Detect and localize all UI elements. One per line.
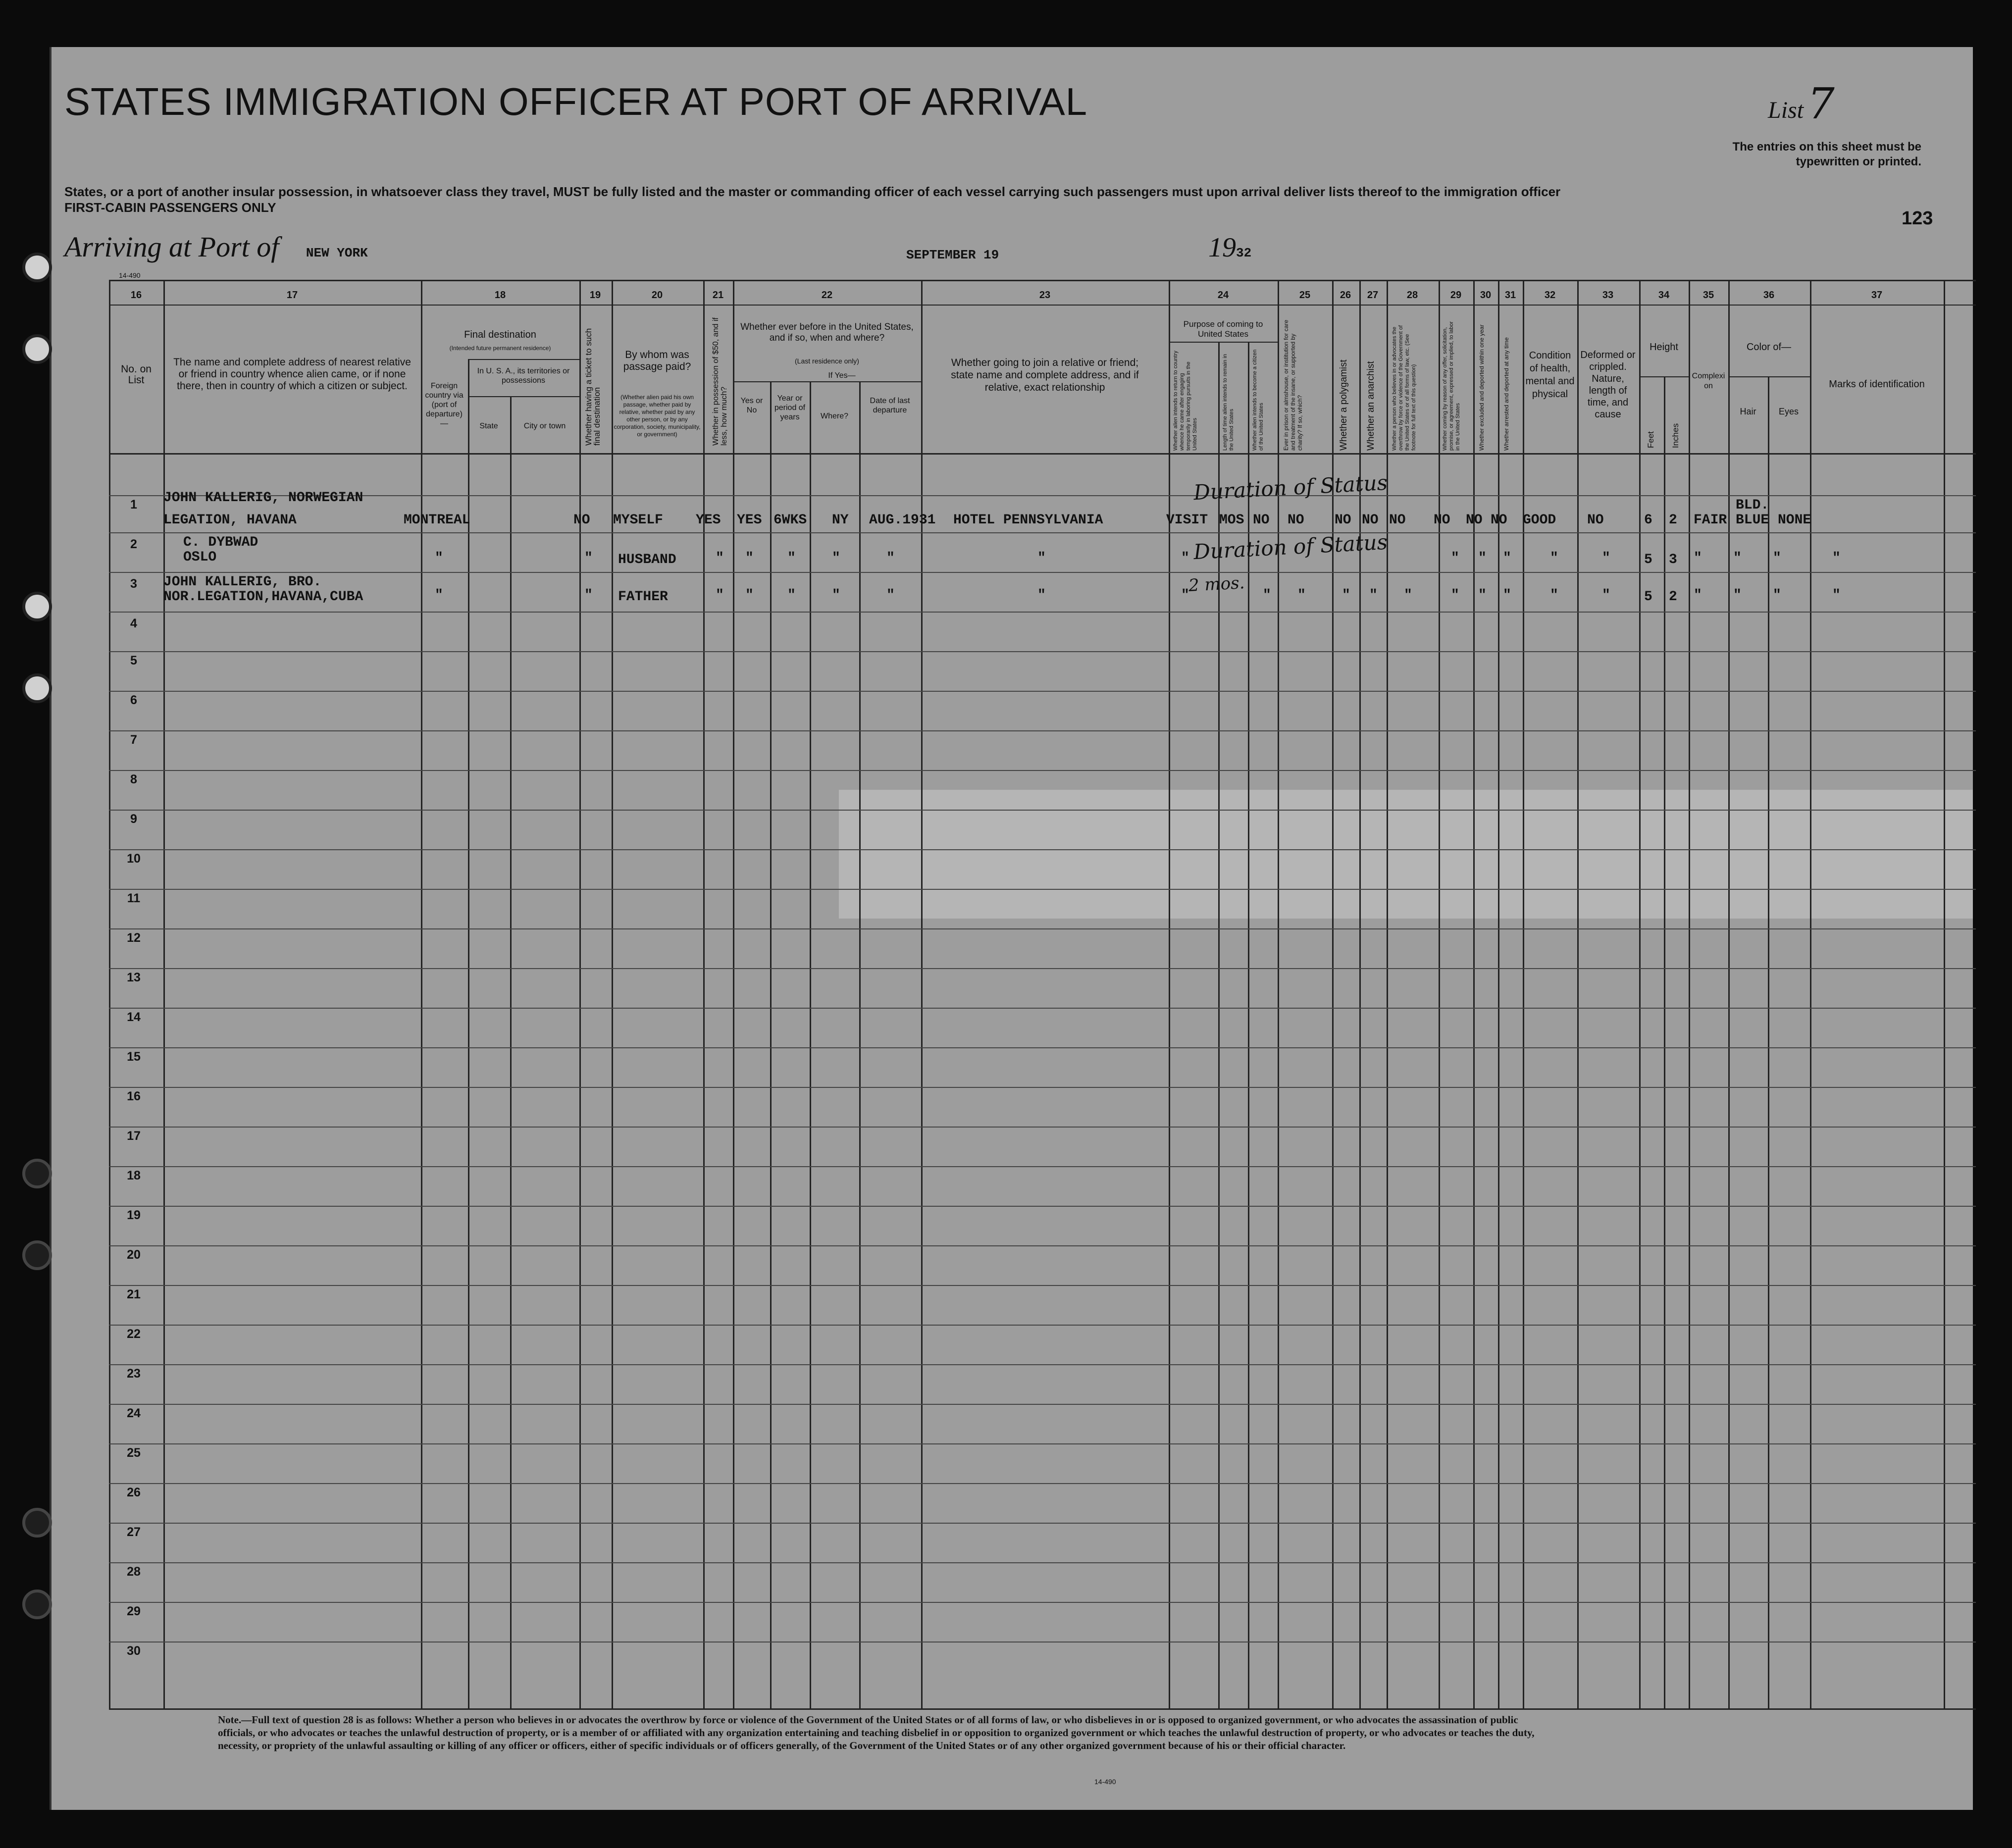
row-number: 1 — [130, 498, 137, 512]
header-no-on-list: No. on List — [121, 363, 152, 386]
row-line — [109, 1166, 1976, 1167]
col-divider — [1473, 280, 1475, 1708]
row-number: 7 — [130, 733, 137, 747]
col-divider — [1169, 280, 1170, 1708]
header-final-destination-sub: (Intended future permanent residence) — [449, 345, 551, 352]
punch-hole — [22, 673, 52, 703]
year-field — [1208, 232, 1251, 263]
ditto-mark: " — [1037, 588, 1046, 603]
ditto-mark: " — [584, 551, 593, 566]
row-line — [109, 1087, 1976, 1088]
r1-complexion: FAIR — [1694, 513, 1727, 528]
header-ticket: Whether having a ticket to such final destination — [584, 328, 602, 446]
ditto-mark: " — [832, 551, 840, 566]
footnote-question-28: Note.—Full text of question 28 is as follows: Whether a person who believes in or advocates the overthrow by force or violence of the Government of the United States or of all forms of law, or who disbelieves in or is opposed to organized government, or who advocates the assassination of public officials, or who advocates or teaches the unlawful destruction of property, or is a member of or affiliated with any organization entertaining and teaching disbelief in or opposition to organized government or which teaches the unlawful destruction of property, or who advocates or teaches the duty, necessity, or propriety of the unlawful assaulting or killing of any officer or officers, either of specific individuals or of officers generally, of the Government of the United States or of any other organized government because of his or their official character. — [218, 1714, 1535, 1751]
header-city-town: City or town — [523, 422, 566, 430]
header-purpose-citizen: Whether alien intends to become a citizen of the United States — [1252, 349, 1264, 451]
row-line — [109, 1443, 1976, 1444]
ditto-mark: " — [1503, 551, 1511, 566]
row-line — [109, 1483, 1976, 1484]
header-yes-no: Yes or No — [740, 397, 763, 414]
subheader-line — [468, 396, 579, 397]
ditto-mark: " — [1503, 588, 1511, 603]
header-hair: Hair — [1740, 407, 1756, 416]
r1-q28: NO — [1389, 513, 1406, 528]
ditto-mark: " — [1478, 551, 1487, 566]
table-top-border — [109, 280, 1976, 281]
header-ever-before-sub: (Last residence only) — [795, 357, 859, 365]
ditto-mark: " — [1451, 588, 1459, 603]
header-complexion: Complexion — [1692, 372, 1725, 390]
col-divider — [510, 396, 512, 1708]
header-prison: Ever in prison or almshouse, or institution for care and treatment of the insane, or supported by charity? If so, which? — [1283, 319, 1303, 451]
subheader-line — [1169, 342, 1278, 343]
r1-prison: NO — [1288, 513, 1304, 528]
r1-name-line1: JOHN KALLERIG, NORWEGIAN — [163, 490, 363, 506]
row-number: 10 — [127, 852, 141, 866]
r3-handwritten-length: 2 mos. — [1188, 573, 1245, 596]
page-title: STATES IMMIGRATION OFFICER AT PORT OF ARRIVAL — [64, 80, 1088, 123]
r1-anarchist: NO — [1362, 513, 1379, 528]
col-divider — [1944, 280, 1945, 1708]
row-number: 2 — [130, 537, 137, 551]
date-value: SEPTEMBER 19 — [906, 248, 999, 262]
row-line — [109, 1523, 1976, 1524]
row-line — [109, 1206, 1976, 1207]
form-code: 14-490 — [119, 271, 141, 279]
header-date-departure: Date of last departure — [870, 397, 910, 414]
year-prefix: 19 — [1208, 232, 1236, 263]
ditto-mark: " — [1181, 588, 1189, 603]
header-join-relative: Whether going to join a relative or friend; state name and complete address, and if relative, exact relationship — [951, 357, 1139, 393]
col-divider — [1664, 376, 1665, 1708]
row-number: 6 — [130, 693, 137, 707]
row-line — [109, 532, 1976, 533]
header-foreign-country: Foreign country via (port of departure)— — [425, 382, 464, 428]
row-line — [109, 928, 1976, 929]
ditto-mark: " — [745, 551, 754, 566]
punch-hole — [22, 592, 52, 621]
r2-inches: 3 — [1669, 552, 1677, 567]
punch-hole — [22, 334, 52, 364]
row-number: 15 — [127, 1050, 141, 1064]
ditto-mark: " — [1733, 551, 1742, 566]
row-line — [109, 730, 1976, 731]
header-q31: Whether arrested and deported at any time — [1503, 337, 1510, 451]
r1-polygamist: NO — [1335, 513, 1351, 528]
r1-q31: NO — [1491, 513, 1507, 528]
r1-date: AUG.1931 — [869, 513, 936, 528]
r3-feet: 5 — [1644, 589, 1652, 605]
r1-hair: BLD. — [1736, 498, 1769, 513]
col-divider — [1577, 280, 1579, 1708]
header-polygamist: Whether a polygamist — [1339, 359, 1349, 451]
r2-name-line2: OSLO — [183, 550, 217, 565]
ditto-mark: " — [1694, 551, 1702, 566]
row-line — [109, 1404, 1976, 1405]
column-number: 23 — [1039, 290, 1051, 301]
subheader-line — [733, 381, 921, 382]
row-line — [109, 1245, 1976, 1246]
ditto-mark: " — [1037, 551, 1046, 566]
column-number: 34 — [1658, 290, 1670, 301]
header-anarchist: Whether an anarchist — [1366, 361, 1376, 451]
row-line — [109, 1047, 1976, 1048]
r1-join: HOTEL PENNSYLVANIA — [953, 513, 1103, 528]
header-q28: Whether a person who believes in or advocates the overthrow by force or violence of the Government of the United States or of all forms of law, etc. (See footnote for full text of this question) — [1392, 325, 1417, 451]
arriving-label: Arriving at Port of — [64, 231, 279, 263]
header-feet: Feet — [1646, 431, 1655, 448]
header-where: Where? — [820, 412, 849, 420]
col-divider — [921, 280, 923, 1708]
subheader-line — [468, 359, 579, 360]
ditto-mark: " — [1550, 551, 1558, 566]
ditto-mark: " — [886, 588, 895, 603]
column-number: 30 — [1480, 290, 1492, 301]
column-number: 28 — [1406, 290, 1418, 301]
port-value: NEW YORK — [306, 246, 368, 260]
punch-hole — [22, 1240, 52, 1270]
row-number: 11 — [127, 891, 141, 905]
column-number: 31 — [1504, 290, 1516, 301]
subheader-line — [1639, 376, 1689, 377]
column-number: 33 — [1602, 290, 1614, 301]
ditto-mark: " — [787, 551, 796, 566]
r1-health: GOOD — [1523, 513, 1556, 528]
row-number: 28 — [127, 1565, 141, 1579]
row-number: 24 — [127, 1406, 141, 1420]
col-divider — [468, 359, 469, 1708]
header-passage-paid: By whom was passage paid? — [623, 349, 691, 372]
col-divider — [733, 280, 734, 1708]
faded-area — [839, 790, 1973, 919]
row-number: 23 — [127, 1367, 141, 1381]
col-divider — [770, 381, 772, 1708]
r3-name-line1: JOHN KALLERIG, BRO. — [163, 574, 322, 590]
r1-deformed: NO — [1587, 513, 1604, 528]
r3-name-line2: NOR.LEGATION,HAVANA,CUBA — [163, 589, 363, 605]
header-purpose-length: Length of time alien intends to remain in the United States — [1222, 354, 1235, 451]
header-deformed: Deformed or crippled. Nature, length of time, and cause — [1580, 350, 1636, 420]
row-number: 20 — [127, 1248, 141, 1262]
r1-marks: NONE — [1778, 513, 1811, 528]
header-final-destination: Final destination — [464, 329, 536, 340]
ditto-mark: " — [1602, 551, 1610, 566]
punch-hole — [22, 1508, 52, 1538]
col-divider — [1768, 376, 1769, 1708]
ditto-mark: " — [435, 551, 443, 566]
column-number: 16 — [130, 290, 142, 301]
col-divider — [1728, 280, 1730, 1708]
r1-length: MOS — [1219, 513, 1244, 528]
row-line — [109, 691, 1976, 692]
row-line — [109, 612, 1976, 613]
header-ever-before: Whether ever before in the United States, and if so, when and where? — [740, 322, 914, 343]
header-in-usa: In U. S. A., its territories or possessions — [477, 367, 570, 385]
header-q29: Whether coming by reason of any offer, solicitation, promise, or agreement, expressed or implied, to labor in the United States — [1442, 321, 1461, 451]
row-line — [109, 810, 1976, 811]
column-number: 35 — [1702, 290, 1714, 301]
year-suffix: 32 — [1236, 246, 1252, 260]
header-nearest-relative: The name and complete address of nearest relative or friend in country whence alien came, or if none there, then in country of which a citizen or subject. — [173, 357, 411, 392]
row-number: 26 — [127, 1486, 141, 1499]
row-number: 13 — [127, 971, 141, 984]
row-line — [109, 849, 1976, 850]
r1-q30: NO — [1466, 513, 1483, 528]
row-number: 16 — [127, 1089, 141, 1103]
column-number: 24 — [1217, 290, 1229, 301]
col-divider — [703, 280, 705, 1708]
subheader-line — [1728, 376, 1810, 377]
col-divider — [1689, 280, 1690, 1708]
ditto-mark: " — [1694, 588, 1702, 603]
r1-name-line2: LEGATION, HAVANA — [163, 513, 297, 528]
ditto-mark: " — [1832, 551, 1841, 566]
r3-paid: FATHER — [618, 589, 668, 605]
r1-period: 6WKS — [774, 513, 807, 528]
column-number: 20 — [651, 290, 663, 301]
row-line — [109, 572, 1976, 573]
row-number: 14 — [127, 1010, 141, 1024]
ditto-mark: " — [1369, 588, 1378, 603]
header-color-of: Color of— — [1746, 342, 1792, 353]
ditto-mark: " — [1733, 588, 1742, 603]
header-marks: Marks of identification — [1829, 379, 1925, 390]
ditto-mark: " — [716, 588, 724, 603]
row-number: 5 — [130, 654, 137, 667]
col-divider — [1639, 280, 1641, 1708]
r2-paid: HUSBAND — [618, 552, 676, 567]
r1-purpose: VISIT — [1166, 513, 1208, 528]
header-eyes: Eyes — [1778, 407, 1799, 416]
r1-paid: MYSELF — [613, 513, 663, 528]
table-bottom-border — [109, 1708, 1976, 1710]
column-number-row-border — [109, 305, 1976, 306]
col-divider — [612, 280, 613, 1708]
column-number: 37 — [1871, 290, 1883, 301]
row-line — [109, 1127, 1976, 1128]
ditto-mark: " — [1478, 588, 1487, 603]
row-number: 30 — [127, 1644, 141, 1658]
row-number: 27 — [127, 1525, 141, 1539]
column-number: 22 — [821, 290, 833, 301]
first-cabin-label: FIRST-CABIN PASSENGERS ONLY — [64, 200, 276, 215]
r1-fifty: YES — [696, 513, 721, 528]
ditto-mark: " — [1773, 551, 1781, 566]
header-fifty-dollars: Whether in possession of $50, and if less, how much? — [712, 317, 728, 446]
col-divider — [421, 280, 422, 1708]
r2-name-line1: C. DYBWAD — [183, 535, 258, 550]
ditto-mark: " — [886, 551, 895, 566]
row-number: 3 — [130, 577, 137, 591]
header-passage-paid-sub: (Whether alien paid his own passage, whether paid by relative, whether paid by any other person, or by any corporation, society, municipality, or government) — [614, 394, 701, 438]
header-purpose: Purpose of coming to United States — [1183, 319, 1263, 339]
row-number: 25 — [127, 1446, 141, 1460]
row-number: 8 — [130, 772, 137, 786]
column-number: 29 — [1450, 290, 1462, 301]
ditto-mark: " — [435, 588, 443, 603]
row-line — [109, 1602, 1976, 1603]
row-number: 19 — [127, 1208, 141, 1222]
ditto-mark: " — [745, 588, 754, 603]
ditto-mark: " — [1263, 588, 1271, 603]
punch-hole — [22, 1159, 52, 1188]
row-number: 22 — [127, 1327, 141, 1341]
row-line — [109, 1562, 1976, 1563]
ditto-mark: " — [787, 588, 796, 603]
punch-hole — [22, 1590, 52, 1619]
column-number: 19 — [589, 290, 601, 301]
column-number: 36 — [1763, 290, 1775, 301]
row-line — [109, 1285, 1976, 1286]
header-state: State — [479, 422, 498, 430]
list-label: List — [1768, 97, 1804, 123]
header-height: Height — [1650, 342, 1678, 353]
ditto-mark: " — [1550, 588, 1558, 603]
r1-q29: NO — [1434, 513, 1450, 528]
ditto-mark: " — [1832, 588, 1841, 603]
header-health: Condition of health, mental and physical — [1525, 350, 1575, 400]
header-bottom-border — [109, 453, 1976, 455]
row-number: 9 — [130, 812, 137, 826]
row-line — [109, 495, 1976, 496]
r1-citizen: NO — [1253, 513, 1270, 528]
r1-foreign: MONTREAL — [404, 513, 470, 528]
row-line — [109, 1325, 1976, 1326]
ditto-mark: " — [1181, 551, 1189, 566]
ditto-mark: " — [1297, 588, 1306, 603]
header-purpose-return: Whether alien intends to return to country whence he came after engaging temporarily in laboring pursuits in the United States — [1173, 351, 1198, 451]
entries-note: The entries on this sheet must be typewritten or printed. — [1732, 140, 1921, 168]
page-number: 123 — [1902, 208, 1933, 229]
col-divider — [109, 280, 110, 1708]
row-number: 17 — [127, 1129, 141, 1143]
col-divider — [1439, 280, 1440, 1708]
col-divider — [810, 381, 811, 1708]
r1-eyes: BLUE — [1736, 513, 1769, 528]
header-if-yes: If Yes— — [828, 371, 856, 380]
r1-inches: 2 — [1669, 513, 1677, 528]
ditto-mark: " — [1773, 588, 1781, 603]
row-number: 18 — [127, 1169, 141, 1182]
r1-feet: 6 — [1644, 513, 1652, 528]
header-inches: Inches — [1671, 423, 1680, 448]
ditto-mark: " — [584, 588, 593, 603]
row-number: 21 — [127, 1287, 141, 1301]
col-divider — [579, 280, 581, 1708]
row-line — [109, 1008, 1976, 1009]
footer-form-code: 14-490 — [1094, 1778, 1116, 1786]
row-line — [109, 1364, 1976, 1365]
col-divider — [859, 381, 861, 1708]
column-number: 32 — [1544, 290, 1556, 301]
r1-where: NY — [832, 513, 849, 528]
row-line — [109, 1642, 1976, 1643]
r1-handwritten-status: Duration of Status — [1192, 470, 1389, 505]
r2-feet: 5 — [1644, 552, 1652, 567]
row-line — [109, 651, 1976, 652]
row-number: 4 — [130, 616, 137, 630]
row-line — [109, 889, 1976, 890]
col-divider — [1810, 280, 1811, 1708]
list-number: 7 — [1807, 79, 1835, 129]
column-number: 21 — [712, 290, 724, 301]
r2-handwritten-status: Duration of Status — [1192, 529, 1389, 565]
r1-before: YES — [737, 513, 762, 528]
header-instructions: States, or a port of another insular possession, in whatsoever class they travel, MUST be fully listed and the master or commanding officer of each vessel carrying such passengers must upon arrival deliver lists thereof to the immigration officer — [64, 184, 1561, 199]
column-number: 26 — [1340, 290, 1351, 301]
col-divider — [1498, 280, 1499, 1708]
ditto-mark: " — [1602, 588, 1610, 603]
ditto-mark: " — [1451, 551, 1459, 566]
column-number: 18 — [494, 290, 506, 301]
column-number: 17 — [286, 290, 298, 301]
ditto-mark: " — [1404, 588, 1412, 603]
ditto-mark: " — [1342, 588, 1350, 603]
row-line — [109, 770, 1976, 771]
header-period-years: Year or period of years — [774, 394, 806, 421]
arriving-line — [64, 230, 368, 263]
column-number: 25 — [1299, 290, 1311, 301]
r3-inches: 2 — [1669, 589, 1677, 605]
header-q30: Whether excluded and deported within one year — [1478, 324, 1485, 451]
row-number: 12 — [127, 931, 141, 945]
column-number: 27 — [1367, 290, 1379, 301]
ditto-mark: " — [832, 588, 840, 603]
r1-ticket: NO — [573, 513, 590, 528]
col-divider — [1523, 280, 1524, 1708]
punch-hole — [22, 253, 52, 282]
ditto-mark: " — [716, 551, 724, 566]
row-line — [109, 968, 1976, 969]
row-number: 29 — [127, 1604, 141, 1618]
